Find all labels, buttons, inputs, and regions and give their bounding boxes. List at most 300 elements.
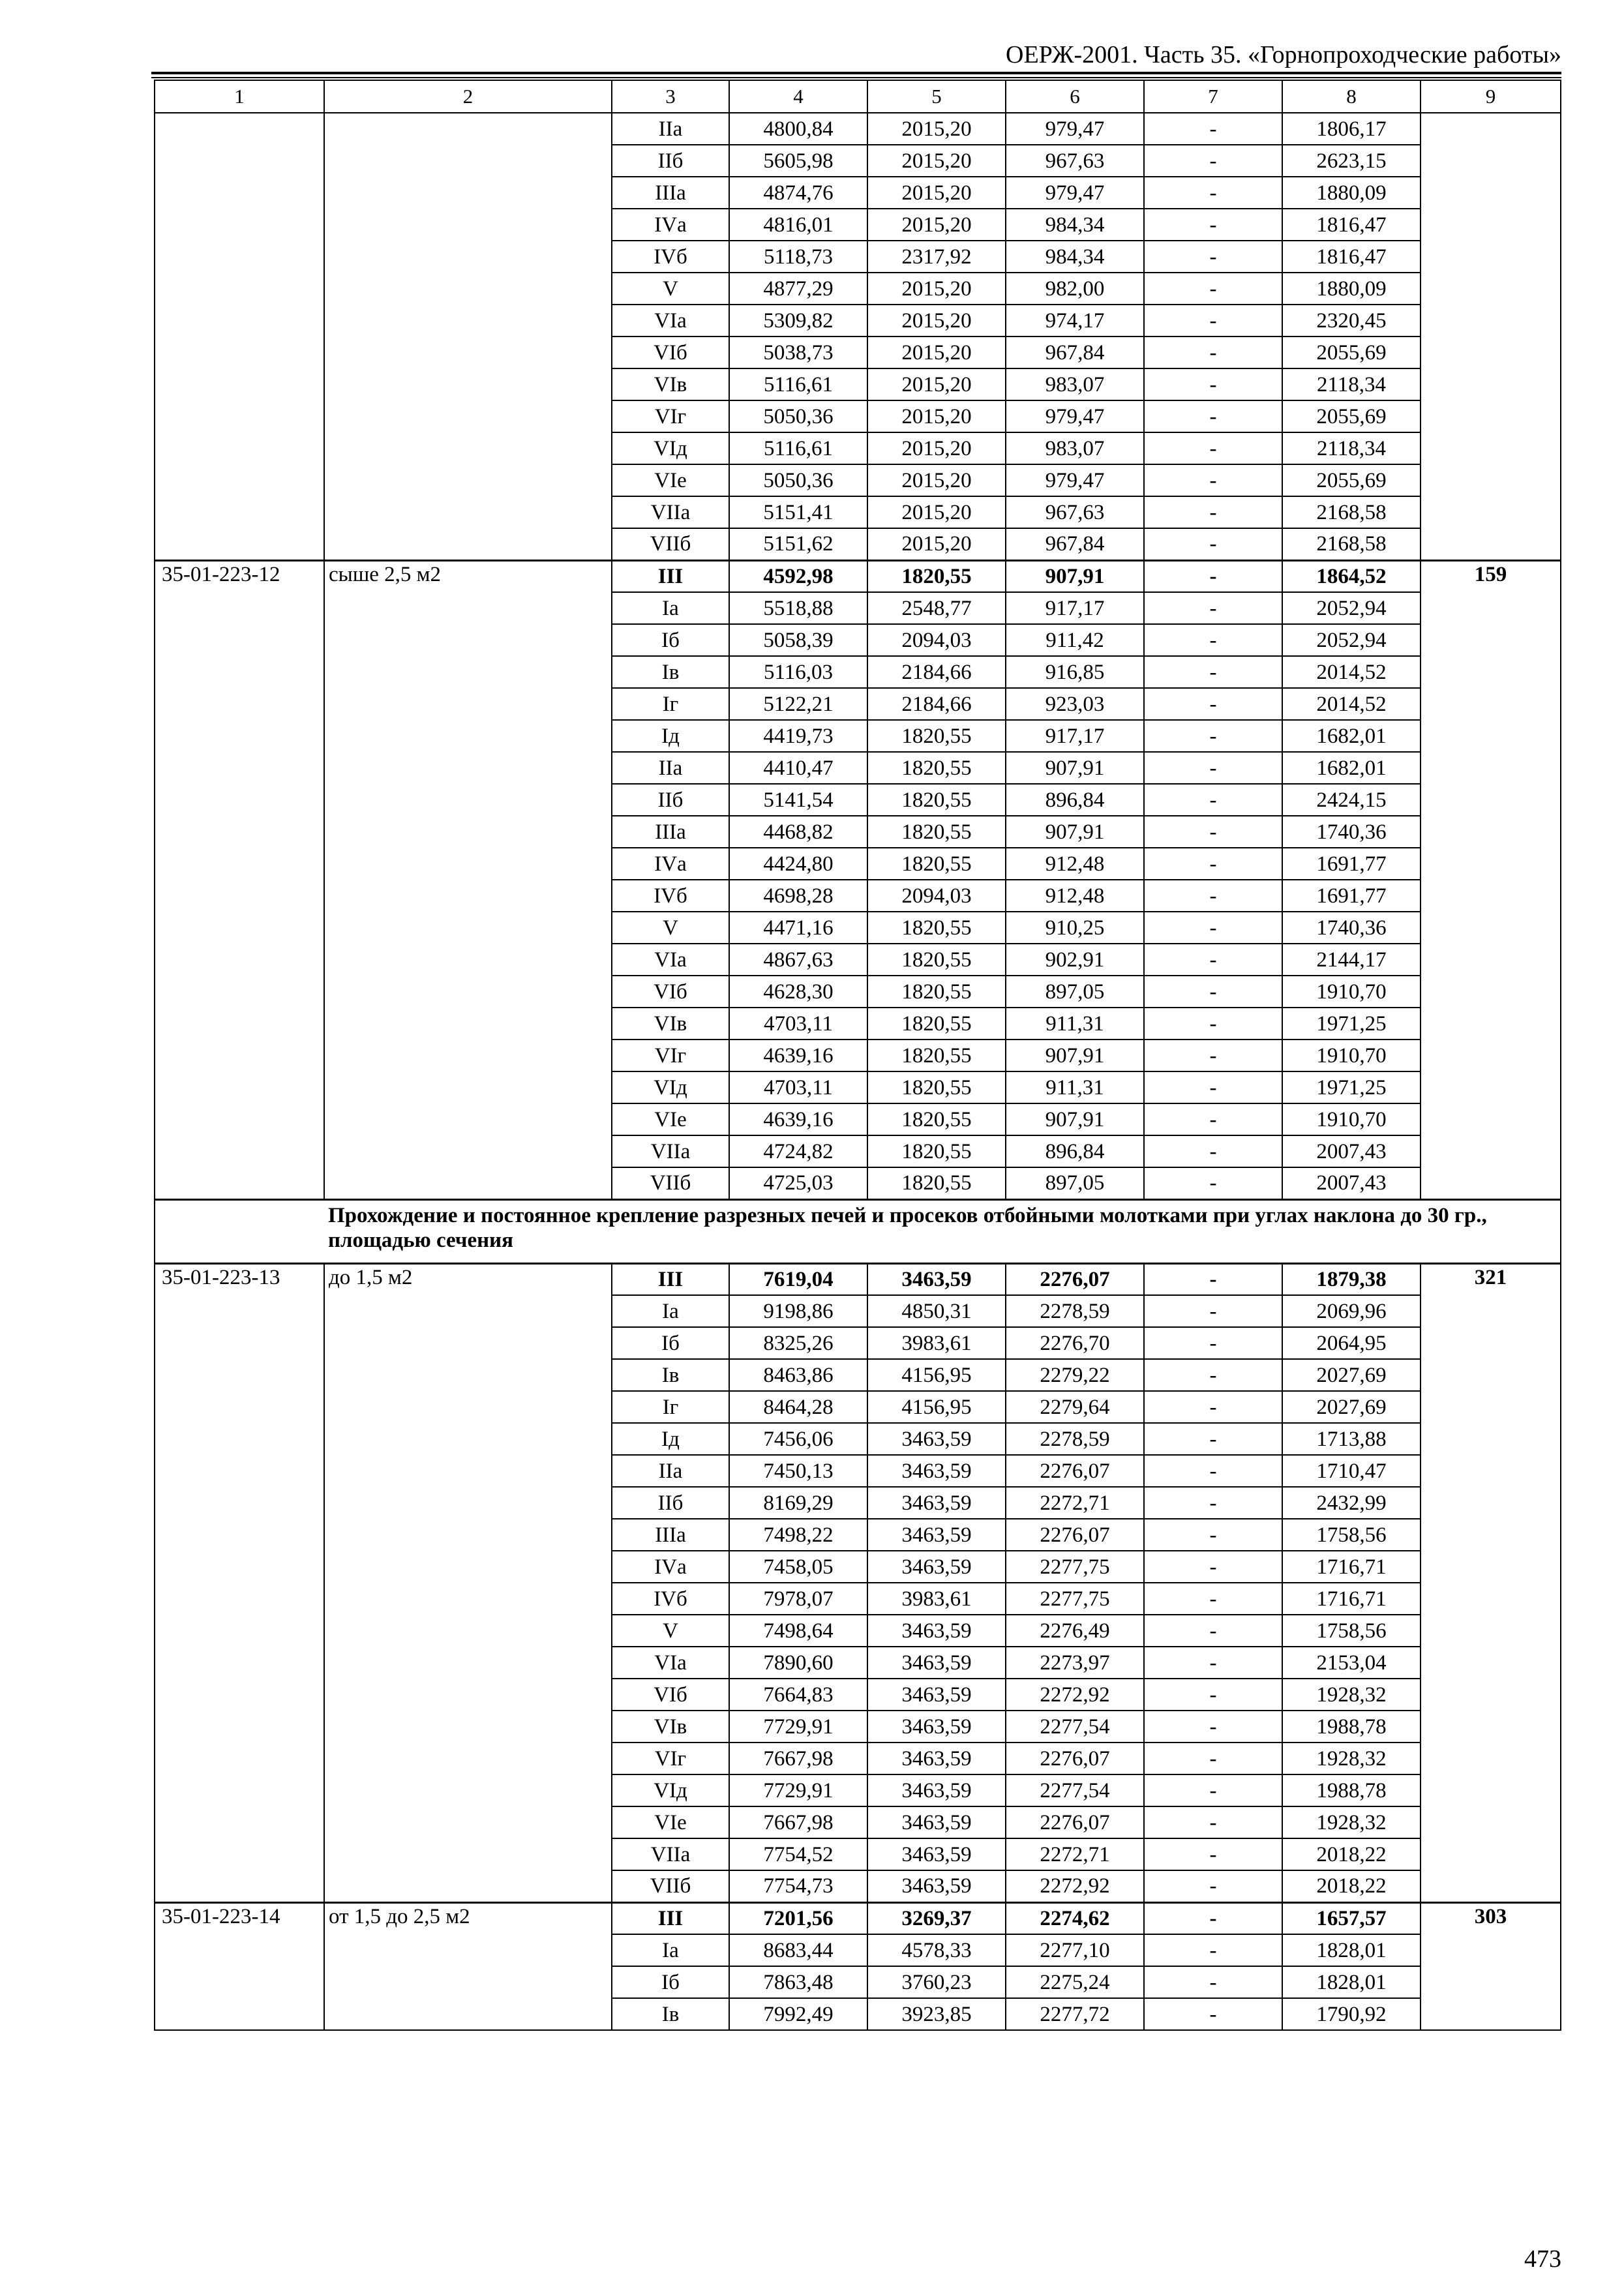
- total-cost-cell: 5116,61: [729, 368, 867, 400]
- machine-cost-cell: 912,48: [1006, 848, 1144, 880]
- section-size-cell: [324, 337, 612, 368]
- table-row: [155, 976, 1561, 1008]
- worker-count-cell: [1421, 1838, 1561, 1870]
- table-row: [155, 1040, 1561, 1071]
- materials-cell: 2168,58: [1282, 496, 1421, 528]
- machine-cost-cell: 2276,07: [1006, 1263, 1144, 1295]
- variant-cell: Iв: [612, 1998, 729, 2030]
- worker-count-cell: [1421, 816, 1561, 848]
- driver-wages-cell: -: [1144, 1934, 1282, 1966]
- section-size-cell: [324, 1008, 612, 1040]
- driver-wages-cell: -: [1144, 720, 1282, 752]
- wages-cell: 1820,55: [867, 1167, 1006, 1199]
- driver-wages-cell: -: [1144, 816, 1282, 848]
- total-cost-cell: 5151,41: [729, 496, 867, 528]
- rate-code-cell: [155, 400, 324, 432]
- worker-count-cell: [1421, 400, 1561, 432]
- driver-wages-cell: -: [1144, 1743, 1282, 1774]
- driver-wages-cell: -: [1144, 1071, 1282, 1103]
- machine-cost-cell: 911,42: [1006, 624, 1144, 656]
- rate-code-cell: [155, 1359, 324, 1391]
- variant-cell: Iа: [612, 592, 729, 624]
- table-row: [155, 496, 1561, 528]
- machine-cost-cell: 984,34: [1006, 209, 1144, 241]
- worker-count-cell: [1421, 1391, 1561, 1423]
- machine-cost-cell: 896,84: [1006, 784, 1144, 816]
- rate-code-cell: [155, 337, 324, 368]
- table-row: [155, 688, 1561, 720]
- wages-cell: 2015,20: [867, 400, 1006, 432]
- wages-cell: 2015,20: [867, 337, 1006, 368]
- driver-wages-cell: -: [1144, 368, 1282, 400]
- driver-wages-cell: -: [1144, 1551, 1282, 1583]
- rate-code-cell: [155, 1487, 324, 1519]
- section-size-cell: [324, 1966, 612, 1998]
- driver-wages-cell: -: [1144, 592, 1282, 624]
- total-cost-cell: 5050,36: [729, 400, 867, 432]
- total-cost-cell: 5116,61: [729, 432, 867, 464]
- variant-cell: Iв: [612, 656, 729, 688]
- variant-cell: VIг: [612, 1743, 729, 1774]
- total-cost-cell: 7729,91: [729, 1711, 867, 1743]
- variant-cell: Iд: [612, 720, 729, 752]
- worker-count-cell: [1421, 1167, 1561, 1199]
- materials-cell: 1879,38: [1282, 1263, 1421, 1295]
- total-cost-cell: 5518,88: [729, 592, 867, 624]
- section-size-cell: [324, 1295, 612, 1327]
- driver-wages-cell: -: [1144, 1519, 1282, 1551]
- variant-cell: VIб: [612, 1679, 729, 1711]
- total-cost-cell: 7619,04: [729, 1263, 867, 1295]
- machine-cost-cell: 967,63: [1006, 496, 1144, 528]
- wages-cell: 2094,03: [867, 624, 1006, 656]
- wages-cell: 3463,59: [867, 1711, 1006, 1743]
- worker-count-cell: [1421, 1743, 1561, 1774]
- wages-cell: 3463,59: [867, 1647, 1006, 1679]
- materials-cell: 1713,88: [1282, 1423, 1421, 1455]
- driver-wages-cell: -: [1144, 1583, 1282, 1615]
- table-row: [155, 1774, 1561, 1806]
- rate-code-cell: [155, 656, 324, 688]
- wages-cell: 1820,55: [867, 816, 1006, 848]
- rate-code-cell: [155, 177, 324, 209]
- table-row: [155, 305, 1561, 337]
- materials-cell: 2007,43: [1282, 1167, 1421, 1199]
- machine-cost-cell: 979,47: [1006, 113, 1144, 145]
- rate-code-cell: [155, 688, 324, 720]
- driver-wages-cell: -: [1144, 305, 1282, 337]
- column-number: 4: [729, 80, 867, 113]
- table-row: [155, 273, 1561, 305]
- wages-cell: 3463,59: [867, 1838, 1006, 1870]
- driver-wages-cell: -: [1144, 912, 1282, 944]
- machine-cost-cell: 983,07: [1006, 368, 1144, 400]
- total-cost-cell: 4471,16: [729, 912, 867, 944]
- driver-wages-cell: -: [1144, 1263, 1282, 1295]
- table-row: [155, 1647, 1561, 1679]
- total-cost-cell: 8325,26: [729, 1327, 867, 1359]
- column-number: 7: [1144, 80, 1282, 113]
- wages-cell: 2548,77: [867, 592, 1006, 624]
- worker-count-cell: [1421, 1966, 1561, 1998]
- section-size-cell: [324, 1487, 612, 1519]
- machine-cost-cell: 897,05: [1006, 1167, 1144, 1199]
- wages-cell: 3983,61: [867, 1327, 1006, 1359]
- wages-cell: 2015,20: [867, 496, 1006, 528]
- worker-count-cell: 159: [1421, 560, 1561, 592]
- materials-cell: 1816,47: [1282, 241, 1421, 273]
- section-size-cell: [324, 816, 612, 848]
- machine-cost-cell: 910,25: [1006, 912, 1144, 944]
- variant-cell: IIа: [612, 752, 729, 784]
- worker-count-cell: [1421, 368, 1561, 400]
- total-cost-cell: 5118,73: [729, 241, 867, 273]
- total-cost-cell: 7498,64: [729, 1615, 867, 1647]
- total-cost-cell: 4725,03: [729, 1167, 867, 1199]
- driver-wages-cell: -: [1144, 113, 1282, 145]
- driver-wages-cell: -: [1144, 528, 1282, 560]
- total-cost-cell: 4816,01: [729, 209, 867, 241]
- variant-cell: IIб: [612, 784, 729, 816]
- variant-cell: IVа: [612, 209, 729, 241]
- materials-cell: 1710,47: [1282, 1455, 1421, 1487]
- worker-count-cell: [1421, 912, 1561, 944]
- table-row: [155, 1806, 1561, 1838]
- total-cost-cell: 7456,06: [729, 1423, 867, 1455]
- materials-cell: 1790,92: [1282, 1998, 1421, 2030]
- variant-cell: Iа: [612, 1295, 729, 1327]
- section-heading-blank: [155, 1199, 324, 1263]
- variant-cell: III: [612, 1263, 729, 1295]
- total-cost-cell: 8464,28: [729, 1391, 867, 1423]
- rate-code-cell: [155, 1774, 324, 1806]
- rate-code-cell: [155, 1103, 324, 1135]
- table-row: [155, 1071, 1561, 1103]
- section-size-cell: [324, 848, 612, 880]
- total-cost-cell: 7890,60: [729, 1647, 867, 1679]
- materials-cell: 1758,56: [1282, 1519, 1421, 1551]
- materials-cell: 1682,01: [1282, 720, 1421, 752]
- section-size-cell: [324, 1040, 612, 1071]
- worker-count-cell: [1421, 720, 1561, 752]
- rate-code-cell: [155, 1934, 324, 1966]
- machine-cost-cell: 2277,54: [1006, 1774, 1144, 1806]
- section-size-cell: [324, 368, 612, 400]
- machine-cost-cell: 2276,70: [1006, 1327, 1144, 1359]
- wages-cell: 2015,20: [867, 528, 1006, 560]
- materials-cell: 1806,17: [1282, 113, 1421, 145]
- rate-code-cell: [155, 1167, 324, 1199]
- total-cost-cell: 7664,83: [729, 1679, 867, 1711]
- wages-cell: 3463,59: [867, 1774, 1006, 1806]
- rate-code-cell: 35-01-223-13: [155, 1263, 324, 1295]
- total-cost-cell: 5605,98: [729, 145, 867, 177]
- materials-cell: 2424,15: [1282, 784, 1421, 816]
- variant-cell: Iг: [612, 1391, 729, 1423]
- worker-count-cell: [1421, 305, 1561, 337]
- total-cost-cell: 4800,84: [729, 113, 867, 145]
- table-row: [155, 1327, 1561, 1359]
- table-row: [155, 1423, 1561, 1455]
- page-header-title: ОЕРЖ-2001. Часть 35. «Горнопроходческие работы»: [1006, 41, 1561, 68]
- rate-code-cell: [155, 432, 324, 464]
- materials-cell: 2052,94: [1282, 592, 1421, 624]
- variant-cell: VIа: [612, 305, 729, 337]
- materials-cell: 1816,47: [1282, 209, 1421, 241]
- variant-cell: III: [612, 1902, 729, 1934]
- total-cost-cell: 5309,82: [729, 305, 867, 337]
- page-number: 473: [1524, 2245, 1561, 2273]
- total-cost-cell: 7754,73: [729, 1870, 867, 1902]
- worker-count-cell: [1421, 464, 1561, 496]
- worker-count-cell: [1421, 1071, 1561, 1103]
- materials-cell: 1691,77: [1282, 848, 1421, 880]
- driver-wages-cell: -: [1144, 1711, 1282, 1743]
- section-size-cell: [324, 1679, 612, 1711]
- table-row: [155, 1998, 1561, 2030]
- wages-cell: 1820,55: [867, 1071, 1006, 1103]
- variant-cell: IVб: [612, 880, 729, 912]
- table-row: [155, 1135, 1561, 1167]
- total-cost-cell: 7450,13: [729, 1455, 867, 1487]
- variant-cell: VIв: [612, 368, 729, 400]
- worker-count-cell: [1421, 1135, 1561, 1167]
- section-size-cell: [324, 1455, 612, 1487]
- materials-cell: 2055,69: [1282, 400, 1421, 432]
- section-size-cell: до 1,5 м2: [324, 1263, 612, 1295]
- total-cost-cell: 4698,28: [729, 880, 867, 912]
- rate-code-cell: [155, 1040, 324, 1071]
- machine-cost-cell: 923,03: [1006, 688, 1144, 720]
- table-row: [155, 113, 1561, 145]
- table-row: [155, 1838, 1561, 1870]
- rate-code-cell: [155, 464, 324, 496]
- section-size-cell: [324, 880, 612, 912]
- total-cost-cell: 8463,86: [729, 1359, 867, 1391]
- machine-cost-cell: 2273,97: [1006, 1647, 1144, 1679]
- driver-wages-cell: -: [1144, 560, 1282, 592]
- worker-count-cell: [1421, 1295, 1561, 1327]
- table-row: [155, 752, 1561, 784]
- table-row: [155, 816, 1561, 848]
- variant-cell: VIIа: [612, 1135, 729, 1167]
- machine-cost-cell: 979,47: [1006, 464, 1144, 496]
- wages-cell: 1820,55: [867, 848, 1006, 880]
- table-row: [155, 464, 1561, 496]
- wages-cell: 3463,59: [867, 1487, 1006, 1519]
- total-cost-cell: 7667,98: [729, 1806, 867, 1838]
- worker-count-cell: [1421, 1040, 1561, 1071]
- variant-cell: IVа: [612, 848, 729, 880]
- materials-cell: 1740,36: [1282, 912, 1421, 944]
- variant-cell: VIIа: [612, 1838, 729, 1870]
- machine-cost-cell: 2279,22: [1006, 1359, 1144, 1391]
- rate-code-cell: [155, 944, 324, 976]
- wages-cell: 3463,59: [867, 1870, 1006, 1902]
- rate-code-cell: 35-01-223-14: [155, 1902, 324, 1934]
- section-heading-row: [155, 1199, 1561, 1263]
- section-size-cell: [324, 1103, 612, 1135]
- machine-cost-cell: 2277,72: [1006, 1998, 1144, 2030]
- rate-code-cell: [155, 273, 324, 305]
- driver-wages-cell: -: [1144, 1359, 1282, 1391]
- wages-cell: 1820,55: [867, 1008, 1006, 1040]
- section-size-cell: [324, 976, 612, 1008]
- section-size-cell: [324, 912, 612, 944]
- variant-cell: VIа: [612, 944, 729, 976]
- machine-cost-cell: 911,31: [1006, 1008, 1144, 1040]
- total-cost-cell: 7498,22: [729, 1519, 867, 1551]
- wages-cell: 1820,55: [867, 944, 1006, 976]
- section-size-cell: [324, 656, 612, 688]
- materials-cell: 2118,34: [1282, 368, 1421, 400]
- machine-cost-cell: 902,91: [1006, 944, 1144, 976]
- machine-cost-cell: 2277,75: [1006, 1551, 1144, 1583]
- worker-count-cell: [1421, 337, 1561, 368]
- worker-count-cell: 303: [1421, 1902, 1561, 1934]
- section-size-cell: [324, 720, 612, 752]
- section-size-cell: [324, 528, 612, 560]
- wages-cell: 2317,92: [867, 241, 1006, 273]
- worker-count-cell: [1421, 1647, 1561, 1679]
- total-cost-cell: 7667,98: [729, 1743, 867, 1774]
- machine-cost-cell: 911,31: [1006, 1071, 1144, 1103]
- variant-cell: IVа: [612, 1551, 729, 1583]
- rate-code-cell: [155, 528, 324, 560]
- variant-cell: V: [612, 273, 729, 305]
- machine-cost-cell: 917,17: [1006, 592, 1144, 624]
- variant-cell: VIд: [612, 1774, 729, 1806]
- wages-cell: 3760,23: [867, 1966, 1006, 1998]
- worker-count-cell: [1421, 1870, 1561, 1902]
- section-size-cell: [324, 1998, 612, 2030]
- wages-cell: 3463,59: [867, 1679, 1006, 1711]
- worker-count-cell: [1421, 113, 1561, 145]
- wages-cell: 4578,33: [867, 1934, 1006, 1966]
- section-size-cell: [324, 273, 612, 305]
- section-size-cell: [324, 1359, 612, 1391]
- materials-cell: 2432,99: [1282, 1487, 1421, 1519]
- variant-cell: IIб: [612, 1487, 729, 1519]
- driver-wages-cell: -: [1144, 752, 1282, 784]
- section-size-cell: [324, 1551, 612, 1583]
- worker-count-cell: [1421, 848, 1561, 880]
- section-size-cell: [324, 752, 612, 784]
- table-row: [155, 432, 1561, 464]
- table-row: [155, 177, 1561, 209]
- materials-cell: 2153,04: [1282, 1647, 1421, 1679]
- rate-code-cell: [155, 784, 324, 816]
- column-number: 3: [612, 80, 729, 113]
- worker-count-cell: [1421, 1008, 1561, 1040]
- worker-count-cell: [1421, 656, 1561, 688]
- variant-cell: IVб: [612, 1583, 729, 1615]
- worker-count-cell: [1421, 1615, 1561, 1647]
- wages-cell: 3463,59: [867, 1455, 1006, 1487]
- variant-cell: VIб: [612, 976, 729, 1008]
- wages-cell: 3269,37: [867, 1902, 1006, 1934]
- wages-cell: 2015,20: [867, 177, 1006, 209]
- total-cost-cell: 5050,36: [729, 464, 867, 496]
- variant-cell: VIIа: [612, 496, 729, 528]
- total-cost-cell: 4628,30: [729, 976, 867, 1008]
- total-cost-cell: 5151,62: [729, 528, 867, 560]
- driver-wages-cell: -: [1144, 976, 1282, 1008]
- driver-wages-cell: -: [1144, 432, 1282, 464]
- total-cost-cell: 7992,49: [729, 1998, 867, 2030]
- variant-cell: IIб: [612, 145, 729, 177]
- worker-count-cell: [1421, 624, 1561, 656]
- machine-cost-cell: 979,47: [1006, 400, 1144, 432]
- worker-count-cell: [1421, 432, 1561, 464]
- table-row: [155, 1966, 1561, 1998]
- materials-cell: 1880,09: [1282, 177, 1421, 209]
- wages-cell: 2184,66: [867, 656, 1006, 688]
- materials-cell: 1864,52: [1282, 560, 1421, 592]
- rate-code-cell: [155, 720, 324, 752]
- section-size-cell: [324, 209, 612, 241]
- driver-wages-cell: -: [1144, 1998, 1282, 2030]
- driver-wages-cell: -: [1144, 1902, 1282, 1934]
- materials-cell: 2623,15: [1282, 145, 1421, 177]
- column-number: 9: [1421, 80, 1561, 113]
- total-cost-cell: 4874,76: [729, 177, 867, 209]
- driver-wages-cell: -: [1144, 1870, 1282, 1902]
- driver-wages-cell: -: [1144, 944, 1282, 976]
- wages-cell: 2015,20: [867, 464, 1006, 496]
- materials-cell: 1828,01: [1282, 1934, 1421, 1966]
- wages-cell: 3983,61: [867, 1583, 1006, 1615]
- wages-cell: 2015,20: [867, 305, 1006, 337]
- variant-cell: VIг: [612, 1040, 729, 1071]
- section-size-cell: [324, 113, 612, 145]
- worker-count-cell: [1421, 976, 1561, 1008]
- machine-cost-cell: 2279,64: [1006, 1391, 1144, 1423]
- total-cost-cell: 5141,54: [729, 784, 867, 816]
- table-row: [155, 1583, 1561, 1615]
- materials-cell: 2027,69: [1282, 1359, 1421, 1391]
- rate-code-cell: [155, 752, 324, 784]
- machine-cost-cell: 967,84: [1006, 337, 1144, 368]
- materials-cell: 1691,77: [1282, 880, 1421, 912]
- driver-wages-cell: -: [1144, 1103, 1282, 1135]
- worker-count-cell: [1421, 752, 1561, 784]
- wages-cell: 4156,95: [867, 1391, 1006, 1423]
- materials-cell: 1910,70: [1282, 1103, 1421, 1135]
- materials-cell: 2168,58: [1282, 528, 1421, 560]
- total-cost-cell: 4724,82: [729, 1135, 867, 1167]
- driver-wages-cell: -: [1144, 177, 1282, 209]
- rate-code-cell: [155, 1135, 324, 1167]
- variant-cell: VIIб: [612, 528, 729, 560]
- section-size-cell: [324, 496, 612, 528]
- worker-count-cell: [1421, 1423, 1561, 1455]
- materials-cell: 2118,34: [1282, 432, 1421, 464]
- wages-cell: 1820,55: [867, 784, 1006, 816]
- section-size-cell: [324, 944, 612, 976]
- variant-cell: V: [612, 912, 729, 944]
- section-size-cell: [324, 1615, 612, 1647]
- rate-code-cell: [155, 1071, 324, 1103]
- worker-count-cell: [1421, 1327, 1561, 1359]
- driver-wages-cell: -: [1144, 848, 1282, 880]
- variant-cell: Iв: [612, 1359, 729, 1391]
- section-size-cell: [324, 1647, 612, 1679]
- variant-cell: VIе: [612, 1806, 729, 1838]
- worker-count-cell: [1421, 1679, 1561, 1711]
- driver-wages-cell: -: [1144, 1966, 1282, 1998]
- machine-cost-cell: 2276,49: [1006, 1615, 1144, 1647]
